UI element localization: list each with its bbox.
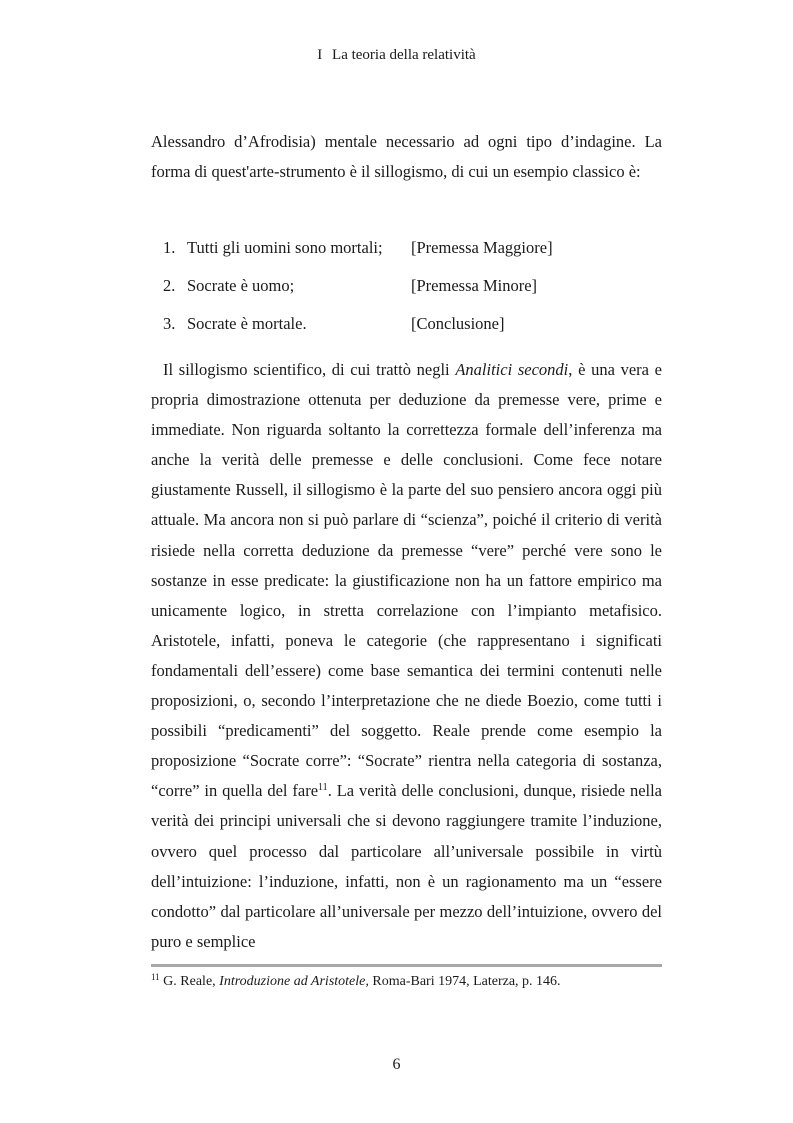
running-header [0,47,793,64]
list-item [151,238,671,262]
list-item-number: 1. [163,238,176,257]
footnote-author: G. Reale, [159,974,220,989]
footnote-details: Roma-Bari 1974, Laterza, p. 146. [368,974,561,989]
main-paragraph-text-3: . La verità delle conclusioni, dunque, risiede nella verità dei principi universali che si devono raggiungere tramite l’induzione, ovvero quel processo dal particolare all’universale possibile in virtù dell’intuizione: l’induzione, infatti, non è un ragionamento ma un “essere condotto” dal particolare all’universale per mezzo dell’intuizione, ovvero del puro e semplice [151,781,663,951]
footnote-number: 11 [151,972,160,982]
intro-paragraph: Alessandro d’Afrodisia) mentale necessario ad ogni tipo d’indagine. La forma di quest'arte-strumento è il sillogismo, di cui un esempio classico è: [151,132,662,182]
list-item-text: Socrate è mortale. [187,314,307,333]
main-paragraph-block [151,355,662,957]
footnote-reference[interactable]: 11 [318,782,328,794]
list-item [151,314,671,338]
list-item-text: Tutti gli uomini sono mortali; [187,238,383,257]
list-item-number: 2. [163,276,176,295]
main-paragraph-text-1: Il sillogismo scientifico, di cui trattò negli [163,360,456,379]
list-item-number: 3. [163,314,176,333]
list-item-label: [Conclusione] [411,314,505,333]
intro-paragraph-block [151,127,662,187]
footnote-title: Introduzione ad Aristotele, [219,974,369,989]
work-title: Analitici secondi [455,360,569,379]
list-item [151,276,671,300]
footnote-divider [151,964,662,967]
list-item-label: [Premessa Maggiore] [411,238,553,257]
list-item-text: Socrate è uomo; [187,276,295,295]
list-item-label: [Premessa Minore] [411,276,538,295]
page-number: 6 [392,1056,401,1073]
footnote [151,974,671,990]
chapter-title: La teoria della relatività [332,47,476,63]
main-paragraph [151,355,662,957]
main-paragraph-text-2: , è una vera e propria dimostrazione ottenuta per deduzione da premesse vere, prime e immediate. Non riguarda soltanto la correttezza formale dell’inferenza ma anche la verità delle premesse e delle conclusioni. Come fece notare giustamente Russell, il sillogismo è la parte del suo pensiero ancora oggi più attuale. Ma ancora non si può parlare di “scienza”, poiché il criterio di verità risiede nella corretta deduzione da premesse “vere” perché vere sono le sostanze in esse predicate: la giustificazione non ha un fattore empirico ma unicamente logico, in stretta correlazione con l’impianto metafisico. Aristotele, infatti, poneva le categorie (che rappresentano i significati fondamentali dell’essere) come base semantica dei termini contenuti nelle proposizioni, o, secondo l’interpretazione che ne diede Boezio, come tutti i possibili “predicamenti” del soggetto. Reale prende come esempio la proposizione “Socrate corre”: “Socrate” rientra nella categoria di sostanza, “corre” in quella del fare [151,360,662,801]
chapter-number: I [317,47,323,63]
